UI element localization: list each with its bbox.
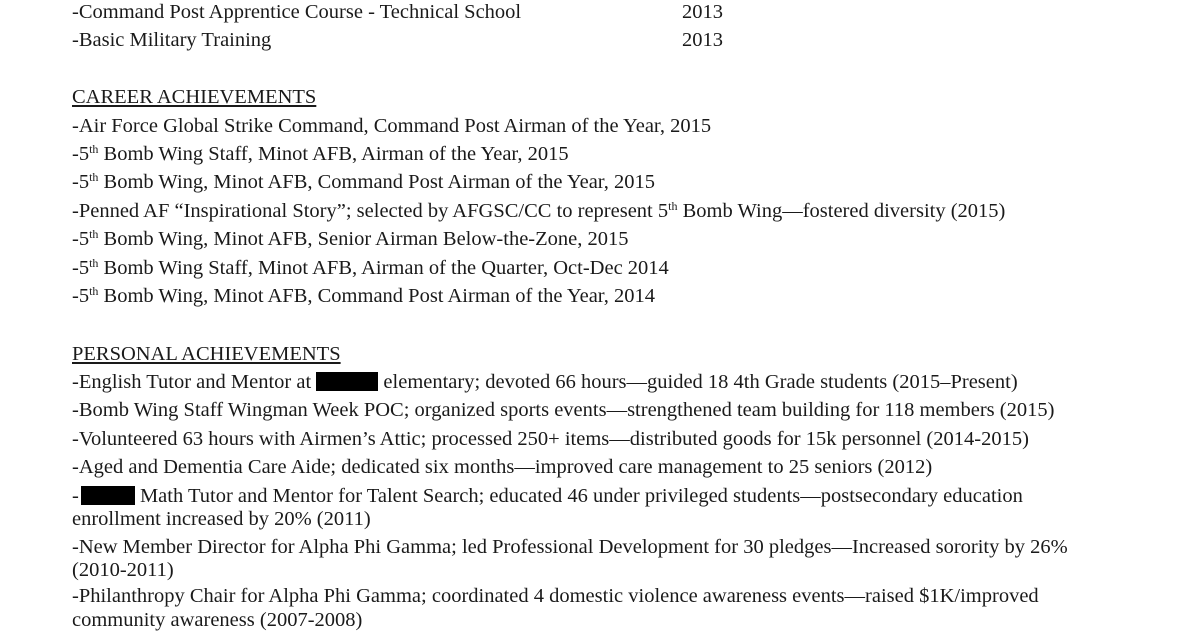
item-text: -English Tutor and Mentor at [72,371,317,393]
personal-item [72,370,1018,394]
item-text: -5 [72,143,90,165]
career-item [72,227,629,251]
career-item [72,199,1005,223]
training-year: 2013 [682,29,723,51]
career-achievements-heading: CAREER ACHIEVEMENTS [72,86,317,108]
training-item [72,28,723,52]
item-text: -Penned AF “Inspirational Story”; selected by AFGSC/CC to represent 5 [72,200,669,222]
item-text: -5 [72,285,90,307]
training-year: 2013 [682,1,723,23]
personal-item: -Philanthropy Chair for Alpha Phi Gamma; coordinated 4 domestic violence awareness events—raised $1K/improved [72,585,1039,607]
item-text: -5 [72,257,90,279]
item-text: Math Tutor and Mentor for Talent Search; educated 46 under privileged students—postsecondary education [134,485,1023,507]
career-item [72,284,655,308]
ordinal-suffix: th [89,170,99,184]
training-item [72,0,723,24]
item-text: Bomb Wing, Minot AFB, Senior Airman Below-the-Zone, 2015 [98,228,629,250]
item-text: Bomb Wing, Minot AFB, Command Post Airman of the Year, 2014 [98,285,656,307]
item-text: -5 [72,171,90,193]
ordinal-suffix: th [89,142,99,156]
redaction-box [316,372,378,391]
item-text: -Air Force Global Strike Command, Command Post Airman of the Year, 2015 [72,115,712,137]
career-item [72,170,655,194]
ordinal-suffix: th [89,256,99,270]
career-item [72,142,569,166]
redaction-box [81,486,135,505]
item-text: elementary; devoted 66 hours—guided 18 4th Grade students (2015–Present) [378,371,1018,393]
ordinal-suffix: th [668,199,678,213]
ordinal-suffix: th [89,227,99,241]
personal-item [72,484,1023,508]
personal-item: -Aged and Dementia Care Aide; dedicated six months—improved care management to 25 seniors (2012) [72,456,933,478]
item-text: -5 [72,228,90,250]
training-label: -Command Post Apprentice Course - Technical School [72,1,522,23]
personal-item-continued: community awareness (2007-2008) [72,609,363,631]
personal-achievements-heading: PERSONAL ACHIEVEMENTS [72,343,341,365]
personal-item: -Bomb Wing Staff Wingman Week POC; organized sports events—strengthened team building for 118 members (2015) [72,399,1055,421]
item-text: - [72,485,79,507]
item-text: Bomb Wing Staff, Minot AFB, Airman of the Year, 2015 [98,143,569,165]
personal-item: -New Member Director for Alpha Phi Gamma; led Professional Development for 30 pledges—Increased sorority by 26% [72,536,1068,558]
training-label: -Basic Military Training [72,29,272,51]
ordinal-suffix: th [89,284,99,298]
personal-item: -Volunteered 63 hours with Airmen’s Attic; processed 250+ items—distributed goods for 15k personnel (2014-2015) [72,428,1029,450]
career-item [72,114,711,138]
item-text: Bomb Wing, Minot AFB, Command Post Airman of the Year, 2015 [98,171,656,193]
career-item [72,256,669,280]
personal-item-continued: enrollment increased by 20% (2011) [72,508,371,530]
item-text: Bomb Wing Staff, Minot AFB, Airman of the Quarter, Oct-Dec 2014 [98,257,669,279]
item-text: Bomb Wing—fostered diversity (2015) [677,200,1006,222]
personal-item-continued: (2010-2011) [72,559,174,581]
